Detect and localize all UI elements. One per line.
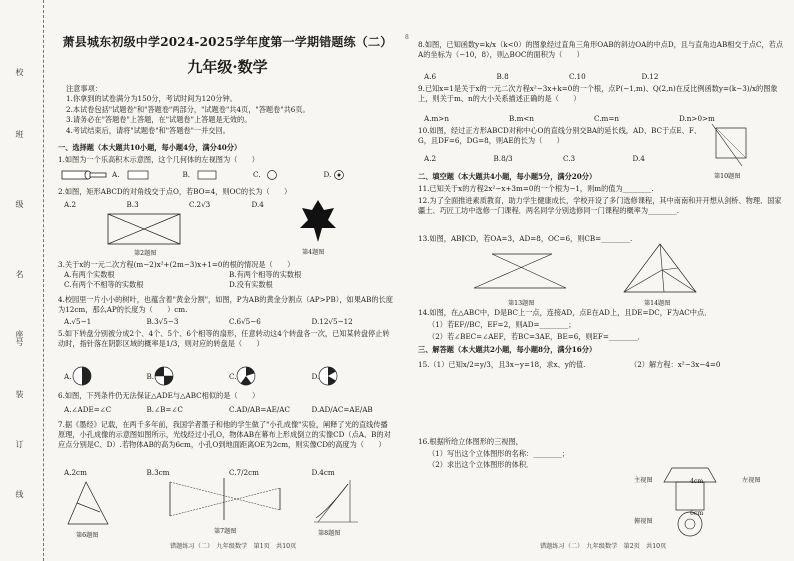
q7-option-c[interactable]: C.7/2cm [229,468,259,477]
q5-option-a[interactable]: A. [64,372,72,381]
q4-option-c[interactable]: C.6√5−6 [229,317,261,326]
q10-option-c[interactable]: C.3 [563,154,576,163]
question-6: 6.如图，下列条件仍无法保证△ADE与△ABC相似的是（ ） [58,391,260,400]
note-line: 2.本试卷包括"试题卷"和"答题卷"两部分，"试题卷"共4页，"答题卷"共6页。 [66,104,310,114]
q4-option-a[interactable]: A.√5−1 [64,317,92,326]
exam-subject: 九年级·数学 [187,58,268,76]
exam-title: 萧县城东初级中学2024-2025学年度第一学期错题练（二） [62,35,393,49]
figure-caption: 第14题图 [644,300,671,307]
q1-option-c[interactable]: C. [253,170,261,179]
question-15-part2: （2）解方程：x²−3x−4=0 [630,360,721,369]
q8-option-c[interactable]: C.10 [569,72,586,81]
page-footer: 错题练习（二） 九年级数学 第1页 共10页 [170,543,297,550]
q9-option-d[interactable]: D.n>0>m [679,114,715,123]
binding-label: 线 [15,490,24,498]
q2-options [64,200,314,210]
rectangle-abcd-figure [100,210,190,250]
question-13: 13.如图，AB∥CD，若OA=3，AD=8，OC=6，则CB=________. [418,234,633,243]
q6-options [64,405,394,415]
note-line: 3.请务必在"答题卷"上答题，在"试题卷"上答题是无效的。 [66,115,252,125]
pinhole-figure [160,476,290,522]
question-8: 8.如图，已知函数y=k/x（k<0）的图象经过直角三角形OAB的斜边OA的中点D，且与直角边AB相交于点C，若点A的坐标为（−10，8），则△BOC的面积为（ ） [418,40,784,60]
q8-option-b[interactable]: B.8 [496,72,509,81]
leaf-figure [298,198,338,244]
page-mark: 8 [405,34,409,41]
q2-option-b[interactable]: B.3 [126,200,139,209]
parallel-lines-figure [470,248,570,294]
binding-label: 座号 [15,330,24,346]
q8-options [424,72,714,82]
figure-caption: 第13题图 [508,300,535,307]
q5-option-b[interactable]: B. [146,372,155,381]
question-10: 10.如图，经过正方形ABCD对称中心O的直线分别交BA的延长线，AD、BC于点E、F、G，且DF=6，DG=8，则AE的长为（ ） [418,126,702,146]
q2-option-a[interactable]: A.2 [64,200,77,209]
section-heading: 三、解答题（本大题共2小题，每小题8分，满分16分） [418,345,597,354]
triangle-abc-figure [620,240,700,296]
question-4: 4.校园里一片小小的树叶，也蕴含着"黄金分割"，如图，P为AB的黄金分割点（AP>PB），如果AB的长度为12cm，那么AP的长度为（ ）cm. [58,295,393,315]
binding-strip [0,0,44,561]
q2-option-d[interactable]: D.4 [251,200,264,209]
question-16-part2: （2）求出这个立体图形的体积． [428,460,534,469]
q3-option-a[interactable]: A.有两个实数根 [64,270,115,279]
q4-option-b[interactable]: B.3√5−3 [146,317,179,326]
q7-option-b[interactable]: B.3cm [146,468,170,477]
triangle-ade-figure [64,478,114,528]
question-1: 1.如图为一个乐高积木示意图，这个几何体的左视图为（ ） [58,155,259,164]
binding-label: 订 [15,440,24,448]
q3-options [64,270,394,290]
q1-option-d[interactable]: D. [323,170,332,179]
q9-option-a[interactable]: A.m>n [424,114,449,123]
note-line: 注意事项： [66,84,102,93]
question-5: 5.如下转盘分别被分成2个、4个、5个、6个相等的扇形，任意转动这4个转盘各一次，已知某转盘停止转动时，指针落在阴影区域的概率是1/3，则对应的转盘是（ ） [58,329,390,349]
q10-option-d[interactable]: D.4 [632,154,645,163]
three-view-figure [660,466,720,538]
q2-option-c[interactable]: C.2√3 [189,200,211,209]
figure-caption: 第2题图 [134,250,157,257]
q4-options [64,317,394,327]
question-14-part2: （2）若∠BEC=∠AEF，若BC=3AE，BE=6，则EF=________． [428,332,645,341]
figure-caption: 第10题图 [714,173,741,180]
dimension-label: 6cm [690,510,704,517]
question-16: 16.根据所给立体图形的三视图， [418,437,523,446]
q10-options [424,154,702,164]
q8-option-d[interactable]: D.12 [641,72,659,81]
figure-caption: 第4题图 [302,249,325,256]
q3-option-d[interactable]: D.没有实数根 [229,280,273,290]
q5-option-d[interactable]: D. [311,372,320,381]
figure-caption: 第8题图 [318,530,341,537]
figure-caption: 第7题图 [214,528,237,535]
q10-option-b[interactable]: B.8/3 [493,154,513,163]
q9-option-c[interactable]: C.m=n [594,114,619,123]
q9-option-b[interactable]: B.m<n [509,114,535,123]
q4-option-d[interactable]: D.12√5−12 [311,317,353,326]
hyperbola-figure [310,478,360,526]
question-7: 7.据《墨经》记载，在两千多年前，我国学者墨子和他的学生做了"小孔成像"实验，阐释了光的直线传播原理，小孔成像的示意图如图所示，光线经过小孔O，物体AB在幕布上形成倒立的实像CD（点A、B的对应点分别是C、D）.若物体AB的高为6cm，小孔O到地面距离OE为2cm，则实像CD的高度为（ ） [58,420,391,450]
top-view-label: 俯视图 [634,518,653,525]
question-3: 3.关于x的一元二次方程(m−2)x²+(2m−3)x+1=0的根的情况是（ ） [58,260,295,269]
q10-option-a[interactable]: A.2 [424,154,437,163]
q1-option-a[interactable]: A. [112,170,120,179]
page-footer: 错题练习（二） 九年级数学 第2页 共10页 [540,543,667,550]
square-abcd-figure [706,122,752,172]
binding-label: 装 [15,390,24,398]
instructions [66,84,396,136]
lego-block-figure [60,165,110,183]
question-16-part1: （1）写出这个立体图形的名称：________； [428,449,570,458]
q6-option-d[interactable]: D.AD/AC=AE/AB [311,405,373,414]
q7-option-d[interactable]: D.4cm [311,468,335,477]
question-9: 9.已知x=1是关于x的一元二次方程x²−3x+k=0的一个根，点P(−1,m)、Q(2,n)在反比例函数y=(k−3)/x的图象上，则关于m、n的大小关系描述正确的是（ ） [418,84,778,104]
q3-option-b[interactable]: B.有两个相等的实数根 [229,270,302,279]
left-view-label: 左视图 [742,477,761,484]
q5-option-c[interactable]: C. [229,372,237,381]
note-line: 1.你拿到的试卷满分为150分，考试时间为120分钟。 [66,94,237,104]
question-11: 11.已知关于x的方程2x²−x+3m=0的一个根为−1，则m的值为________. [418,184,654,193]
binding-label: 名 [15,270,24,278]
q3-option-c[interactable]: C.有两个不相等的实数根 [64,280,144,290]
section-heading: 一、选择题（本大题共10小题，每小题4分，满分40分） [58,143,242,152]
q6-option-c[interactable]: C.AD/AB=AE/AC [229,405,290,414]
front-view-label: 主视图 [634,477,653,484]
question-15-part1: 15.（1）已知x/2=y/3，且3x−y=18，求x、y的值. [418,360,586,369]
question-2: 2.如图，矩形ABCD的对角线交于点O，若BO=4，则OC的长为（ ） [58,187,292,196]
binding-label: 级 [15,200,24,208]
figure-caption: 第6题图 [76,532,99,539]
q6-option-a[interactable]: A.∠ADE=∠C [64,405,112,414]
section-heading: 二、填空题（本大题共4小题，每小题5分，满分20分） [418,172,597,181]
question-14: 14.如图，在△ABC中，D是BC上一点，连接AD，点E在AD上，且DE=DC，F为AC中点． [418,308,712,317]
question-14-part1: （1）若EF//BC，EF=2，则AD=________； [428,320,576,329]
binding-label: 班 [15,130,24,138]
q1-option-b[interactable]: B. [182,170,191,179]
binding-label: 校 [15,68,24,76]
q1-option-figures [122,169,382,181]
dimension-label: 4cm [690,478,704,485]
spinner-figures [72,364,392,388]
note-line: 4.考试结束后，请将"试题卷"和"答题卷"一并交回。 [66,125,230,135]
q6-option-b[interactable]: B.∠B=∠C [146,405,183,414]
q8-option-a[interactable]: A.6 [424,72,437,81]
q7-option-a[interactable]: A.2cm [64,468,87,477]
question-12: 12.为了全面推进素质教育，助力学生健康成长，学校开设了多门选修课程，其中南南和开开想从剑桥、物理、国家疆土、巧匠工坊中选修一门课程．两名同学分别选修同一门课程的概率为________. [418,196,782,216]
